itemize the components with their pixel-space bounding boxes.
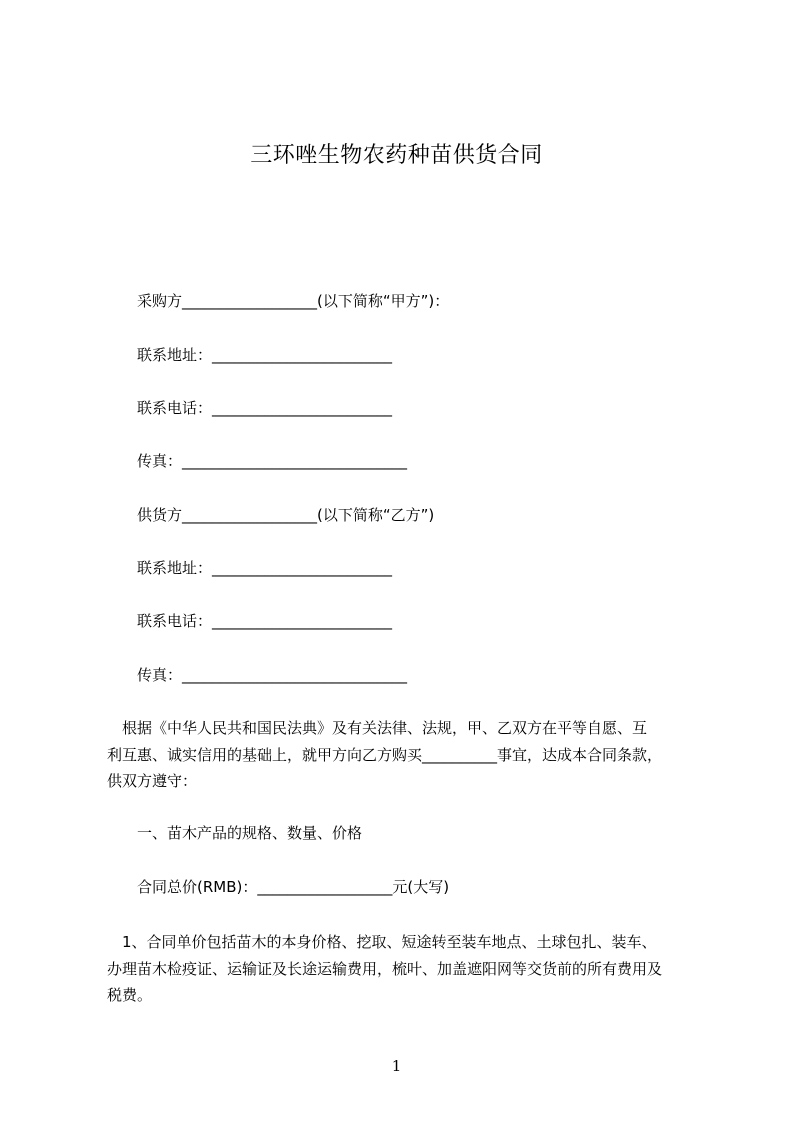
party-b-fax-line: 传真：______________________________ — [137, 666, 408, 684]
clause-1-line-2: 办理苗木检疫证、运输证及长途运输费用，梳叶、加盖遮阳网等交货前的所有费用及 — [107, 959, 663, 978]
preamble-line-1: 根据《中华人民共和国民法典》及有关法律、法规，甲、乙双方在平等自愿、互 — [122, 719, 648, 737]
clause-1-paragraph — [107, 929, 707, 1009]
preamble-paragraph — [107, 715, 707, 795]
party-b-address-line: 联系地址：________________________ — [137, 559, 393, 577]
party-b-supplier-line: 供货方__________________(以下简称“乙方”) — [137, 506, 435, 524]
preamble-line-2: 利互惠、诚实信用的基础上，就甲方向乙方购买__________事宜，达成本合同条款， — [107, 745, 663, 764]
page-title: 三环唑生物农药种苗供货合同 — [250, 143, 543, 168]
clause-1-line-3: 税费。 — [107, 986, 153, 1004]
section-1-heading: 一、苗木产品的规格、数量、价格 — [137, 824, 363, 842]
total-price-line: 合同总价(RMB)：__________________元(大写) — [137, 878, 450, 896]
party-a-buyer-line: 采购方__________________(以下简称“甲方”)： — [137, 292, 450, 310]
party-a-phone-line: 联系电话：________________________ — [137, 399, 393, 417]
clause-1-line-1: 1、合同单价包括苗木的本身价格、挖取、短途转至装车地点、土球包扎、装车、 — [122, 933, 657, 951]
party-a-address-line: 联系地址：________________________ — [137, 346, 393, 364]
party-b-phone-line: 联系电话：________________________ — [137, 612, 393, 630]
preamble-line-3: 供双方遵守： — [107, 772, 198, 790]
page-number: 1 — [391, 1057, 402, 1075]
party-a-fax-line: 传真：______________________________ — [137, 452, 408, 470]
